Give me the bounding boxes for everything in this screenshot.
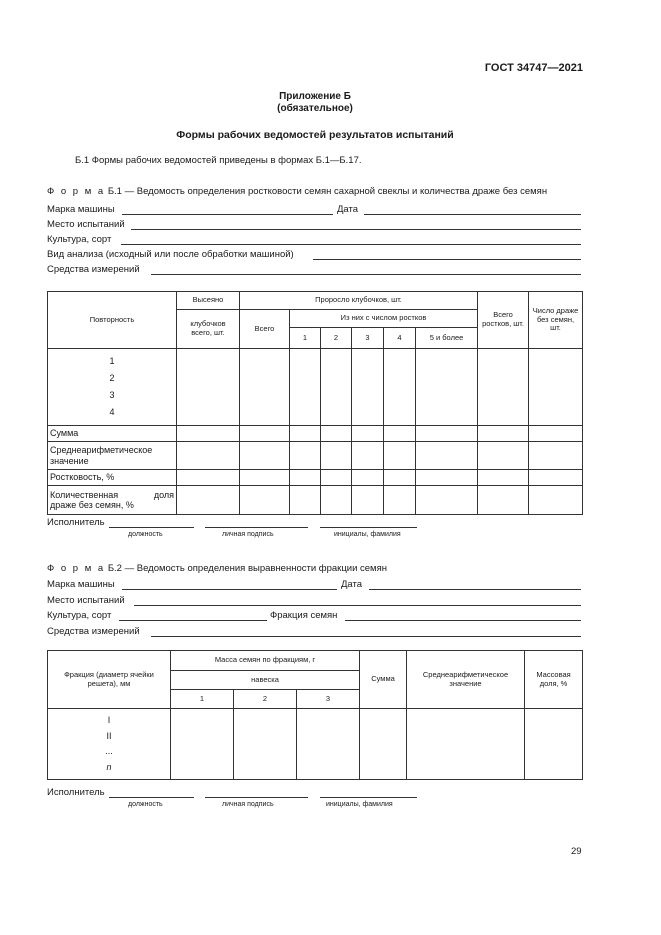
form1-name-field[interactable] [320,527,417,528]
form2-crop-field[interactable] [119,620,267,621]
form2-date-field[interactable] [369,589,581,590]
form2-executor-label: Исполнитель [47,787,105,798]
form2-place-field[interactable] [134,605,581,606]
intro-text: Б.1 Формы рабочих ведомостей приведены в формах Б.1—Б.17. [75,155,362,166]
form1-row-qty-line1 [50,490,174,500]
form1-date-field[interactable] [364,214,581,215]
table-row [48,486,583,515]
form1-row-sum: Сумма [48,426,177,442]
form1-h-sprout-4: 4 [384,328,416,349]
table-row [48,709,583,780]
form2-fractions-cell [48,709,171,780]
form2-h-sample: навеска [171,671,360,690]
form1-row-qty-line2: драже без семян, % [50,500,134,510]
form1-h-pellets: Число драже без семян, шт. [529,292,583,349]
form1-instruments-field[interactable] [151,274,581,275]
form2-h-mass: Масса семян по фракциям, г [171,651,360,671]
form1-row-qty-word2: доля [153,489,174,500]
form1-h-total: Всего [240,310,290,349]
form2-fraction-n: n [106,761,112,772]
form1-instruments-label: Средства измерений [47,264,140,275]
form2-position-field[interactable] [109,797,194,798]
form1-word: Ф о р м а [47,186,106,197]
section-title: Формы рабочих ведомостей результатов испытаний [176,129,454,141]
form1-row-qty [48,486,177,515]
form2-table [47,650,583,780]
form1-crop-label: Культура, сорт [47,234,112,245]
form1-table [47,291,583,515]
form2-h-share: Массовая доля, % [525,651,583,709]
form1-h-repeat: Повторность [48,292,177,349]
form2-instruments-label: Средства измерений [47,626,140,637]
form2-fraction-1: I [107,715,111,725]
form1-repeat-1: 1 [109,356,115,366]
form2-fraction-field[interactable] [345,620,581,621]
form1-h-sprouted: Проросло клубочков, шт. [240,292,478,310]
form1-h-sprout-3: 3 [352,328,384,349]
form2-position-caption: должность [128,801,163,808]
form2-name-field[interactable] [320,797,417,798]
form2-h-mean: Среднеарифметическое значение [407,651,525,709]
form1-caption: Б.1 — Ведомость определения ростковости семян сахарной свеклы и количества драже без семян [107,186,548,197]
form1-row-qty-word1: Количественная [50,489,119,500]
form2-signature-caption: личная подпись [222,801,274,808]
form1-repeats-cell [48,349,177,426]
table-row [48,426,583,442]
form2-fraction-label: Фракция семян [270,610,338,621]
form2-machine-label: Марка машины [47,579,115,590]
form2-signature-field[interactable] [205,797,308,798]
form1-row-germ: Ростковость, % [48,470,177,486]
form1-machine-field[interactable] [122,214,333,215]
form2-h-sample-1: 1 [171,690,234,709]
form2-h-sample-3: 3 [297,690,360,709]
form1-analysis-field[interactable] [313,259,581,260]
form1-crop-field[interactable] [121,244,581,245]
form1-heading [47,186,547,197]
form1-h-sprout-1: 1 [290,328,321,349]
form1-position-field[interactable] [109,527,194,528]
page-number: 29 [571,846,582,857]
form1-signature-caption: личная подпись [222,531,274,538]
doc-code: ГОСТ 34747—2021 [484,62,583,74]
form1-row-mean: Среднеарифметическое значение [48,442,177,470]
form1-h-total-sprouts: Всего ростков, шт. [478,292,529,349]
form2-h-sample-2: 2 [234,690,297,709]
form2-h-sum: Сумма [360,651,407,709]
form2-fraction-2: II [106,730,112,741]
form1-place-label: Место испытаний [47,219,125,230]
form2-heading [47,563,387,574]
form2-instruments-field[interactable] [151,636,581,637]
form1-position-caption: должность [128,531,163,538]
form1-h-sown-sub: клубочков всего, шт. [177,310,240,349]
form2-crop-label: Культура, сорт [47,610,112,621]
form2-machine-field[interactable] [122,589,337,590]
form1-h-sown: Высеяно [177,292,240,310]
table-row [48,349,583,426]
form1-executor-label: Исполнитель [47,517,105,528]
form1-machine-label: Марка машины [47,204,115,215]
form1-signature-field[interactable] [205,527,308,528]
form2-fraction-3: ... [105,746,113,756]
form1-date-label: Дата [337,204,359,215]
form2-h-fraction: Фракция (диаметр ячейки решета), мм [48,651,171,709]
form2-name-caption: инициалы, фамилия [326,801,393,808]
form1-repeat-3: 3 [109,390,115,400]
form2-date-label: Дата [341,579,363,590]
form1-h-sprout-5: 5 и более [416,328,478,349]
form1-h-with-sprouts: Из них с числом ростков [290,310,478,328]
form2-place-label: Место испытаний [47,595,125,606]
table-row [48,442,583,470]
form1-name-caption: инициалы, фамилия [334,531,401,538]
form1-place-field[interactable] [131,229,581,230]
form1-repeat-4: 4 [109,407,115,417]
form1-h-sprout-2: 2 [321,328,352,349]
form2-caption: Б.2 — Ведомость определения выравненности фракции семян [107,563,387,574]
form2-word: Ф о р м а [47,563,106,574]
appendix-status: (обязательное) [277,103,353,114]
table-row [48,470,583,486]
form1-analysis-label: Вид анализа (исходный или после обработки машиной) [47,249,294,260]
appendix-title: Приложение Б [279,91,351,102]
form1-repeat-2: 2 [109,373,115,383]
